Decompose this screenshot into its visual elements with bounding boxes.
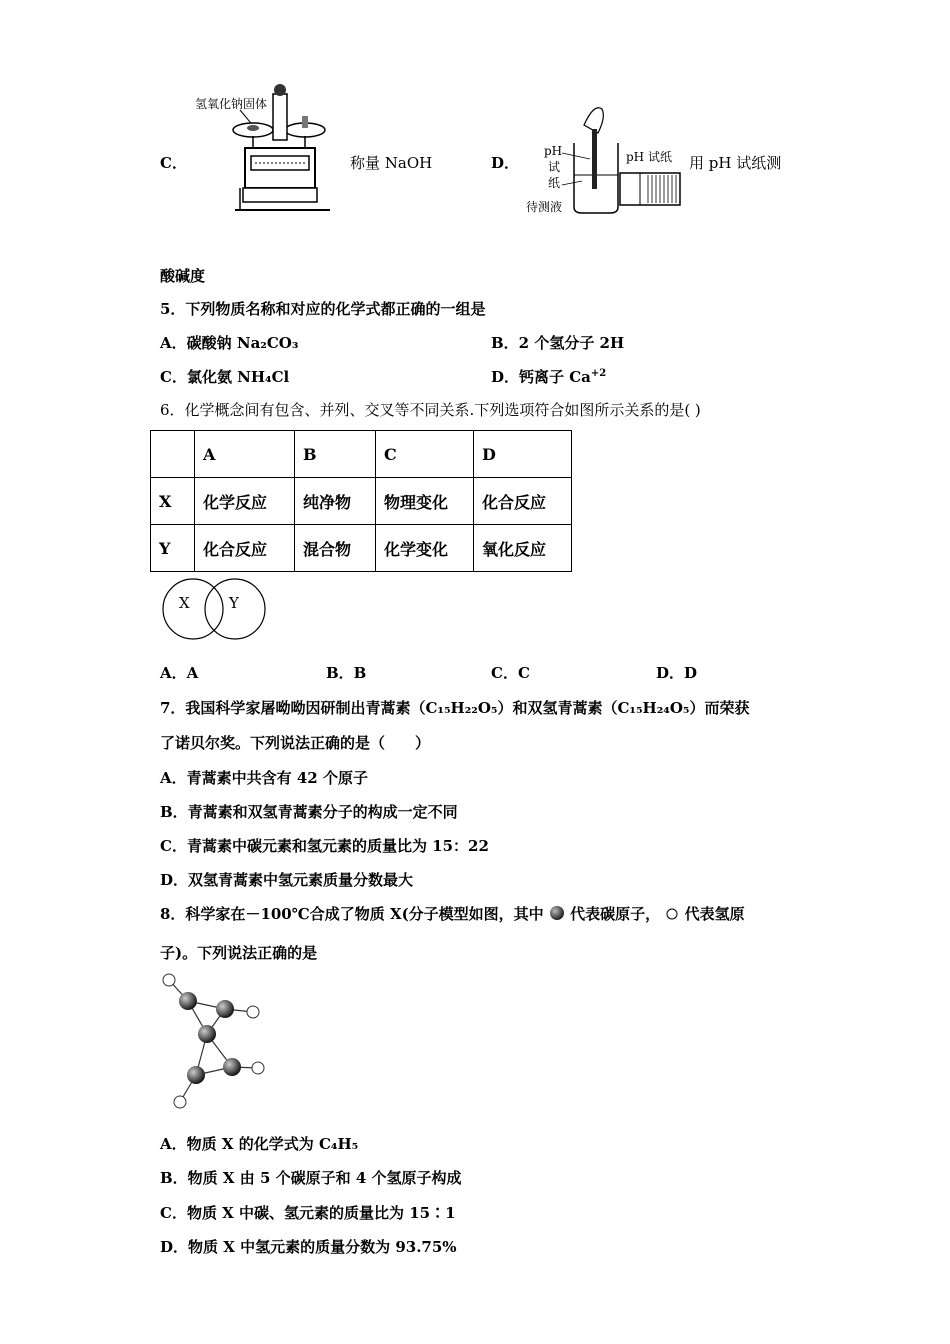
zhi-label: 纸 (548, 176, 561, 190)
naoh-label: 氢氧化钠固体 (195, 97, 268, 111)
table-cell (151, 431, 195, 478)
q5-option-d-text: D．钙离子 Ca (491, 368, 591, 386)
q8-option-b: B．物质 X 由 5 个碳原子和 4 个氢原子构成 (160, 1169, 462, 1187)
q7-option-d: D．双氢青蒿素中氢元素质量分数最大 (160, 871, 414, 889)
ph-paper-label: pH 试纸 (626, 150, 672, 164)
hydrogen-atom (174, 1096, 186, 1108)
table-cell: Y (151, 525, 195, 572)
table-cell: A (195, 431, 295, 478)
molecule-model (155, 970, 275, 1115)
table-cell: X (151, 478, 195, 525)
carbon-atom (223, 1058, 241, 1076)
q6-stem: 6．化学概念间有包含、并列、交叉等不同关系.下列选项符合如图所示关系的是( ) (160, 401, 701, 419)
table-cell: D (474, 431, 572, 478)
hydrogen-atom-icon (665, 907, 679, 921)
table-row (151, 525, 572, 572)
table-cell: 物理变化 (376, 478, 474, 525)
table-cell: 化学变化 (376, 525, 474, 572)
table-row (151, 431, 572, 478)
hydrogen-atom (163, 974, 175, 986)
q6-table (150, 430, 572, 572)
q7-stem-line2: 了诺贝尔奖。下列说法正确的是（ ） (160, 734, 431, 752)
q7-stem-line1: 7．我国科学家屠呦呦因研制出青蒿素（C₁₅H₂₂O₅）和双氢青蒿素（C₁₅H₂₄O₅）而荣获 (160, 699, 750, 717)
ph-label: pH (544, 144, 563, 158)
venn-label-y: Y (229, 594, 239, 612)
q4-option-c-caption: 称量 NaOH (350, 154, 433, 172)
venn-diagram (155, 575, 273, 643)
q4-option-d-caption-cont: 酸碱度 (160, 267, 206, 285)
carbon-atom (179, 992, 197, 1010)
q4-option-d-letter: D． (491, 154, 520, 172)
q5-option-c: C．氯化氨 NH₄Cl (160, 368, 290, 386)
q8-stem-pre: 8．科学家在－100℃合成了物质 X(分子模型如图，其中 (160, 905, 544, 923)
carbon-atom (187, 1066, 205, 1084)
q4-option-c-letter: C． (160, 154, 187, 172)
liquid-label: 待测液 (526, 200, 563, 214)
q5-stem: 5．下列物质名称和对应的化学式都正确的一组是 (160, 300, 486, 318)
q7-option-c: C．青蒿素中碳元素和氢元素的质量比为 15：22 (160, 837, 489, 855)
q5-option-d-sup: +2 (590, 368, 607, 379)
carbon-atom (216, 1000, 234, 1018)
q7-option-b: B．青蒿素和双氢青蒿素分子的构成一定不同 (160, 803, 458, 821)
carbon-atom (198, 1025, 216, 1043)
q8-option-d: D．物质 X 中氢元素的质量分数为 93.75% (160, 1238, 457, 1256)
table-cell: 氧化反应 (474, 525, 572, 572)
q8-stem-post: 代表氢原 (684, 905, 745, 923)
table-cell: B (295, 431, 376, 478)
table-row (151, 478, 572, 525)
table-cell: C (376, 431, 474, 478)
venn-label-x: X (179, 594, 190, 612)
table-cell: 化合反应 (474, 478, 572, 525)
table-cell: 化学反应 (195, 478, 295, 525)
q8-option-c: C．物质 X 中碳、氢元素的质量比为 15∶1 (160, 1204, 456, 1222)
ph-test-illustration (522, 95, 687, 220)
q4-option-d-caption: 用 pH 试纸测 (689, 154, 782, 172)
hydrogen-atom (247, 1006, 259, 1018)
hydrogen-atom (252, 1062, 264, 1074)
q5-option-b: B．2 个氢分子 2H (491, 334, 625, 352)
q6-option-d: D．D (656, 664, 698, 682)
q6-option-c: C．C (491, 664, 530, 682)
q5-option-a: A．碳酸钠 Na₂CO₃ (160, 334, 299, 352)
carbon-atom-icon (549, 905, 565, 921)
q8-stem-mid: 代表碳原子， (570, 905, 661, 923)
balance-illustration (185, 80, 335, 220)
q8-stem-line2: 子)。下列说法正确的是 (160, 944, 318, 962)
q5-option-d (491, 366, 606, 387)
table-cell: 纯净物 (295, 478, 376, 525)
q6-option-b: B．B (326, 664, 367, 682)
q7-option-a: A．青蒿素中共含有 42 个原子 (160, 769, 368, 787)
q8-option-a: A．物质 X 的化学式为 C₄H₅ (160, 1135, 359, 1153)
shi-label: 试 (548, 160, 561, 174)
table-cell: 混合物 (295, 525, 376, 572)
q8-stem-line1 (160, 903, 745, 924)
table-cell: 化合反应 (195, 525, 295, 572)
q6-option-a: A．A (160, 664, 199, 682)
